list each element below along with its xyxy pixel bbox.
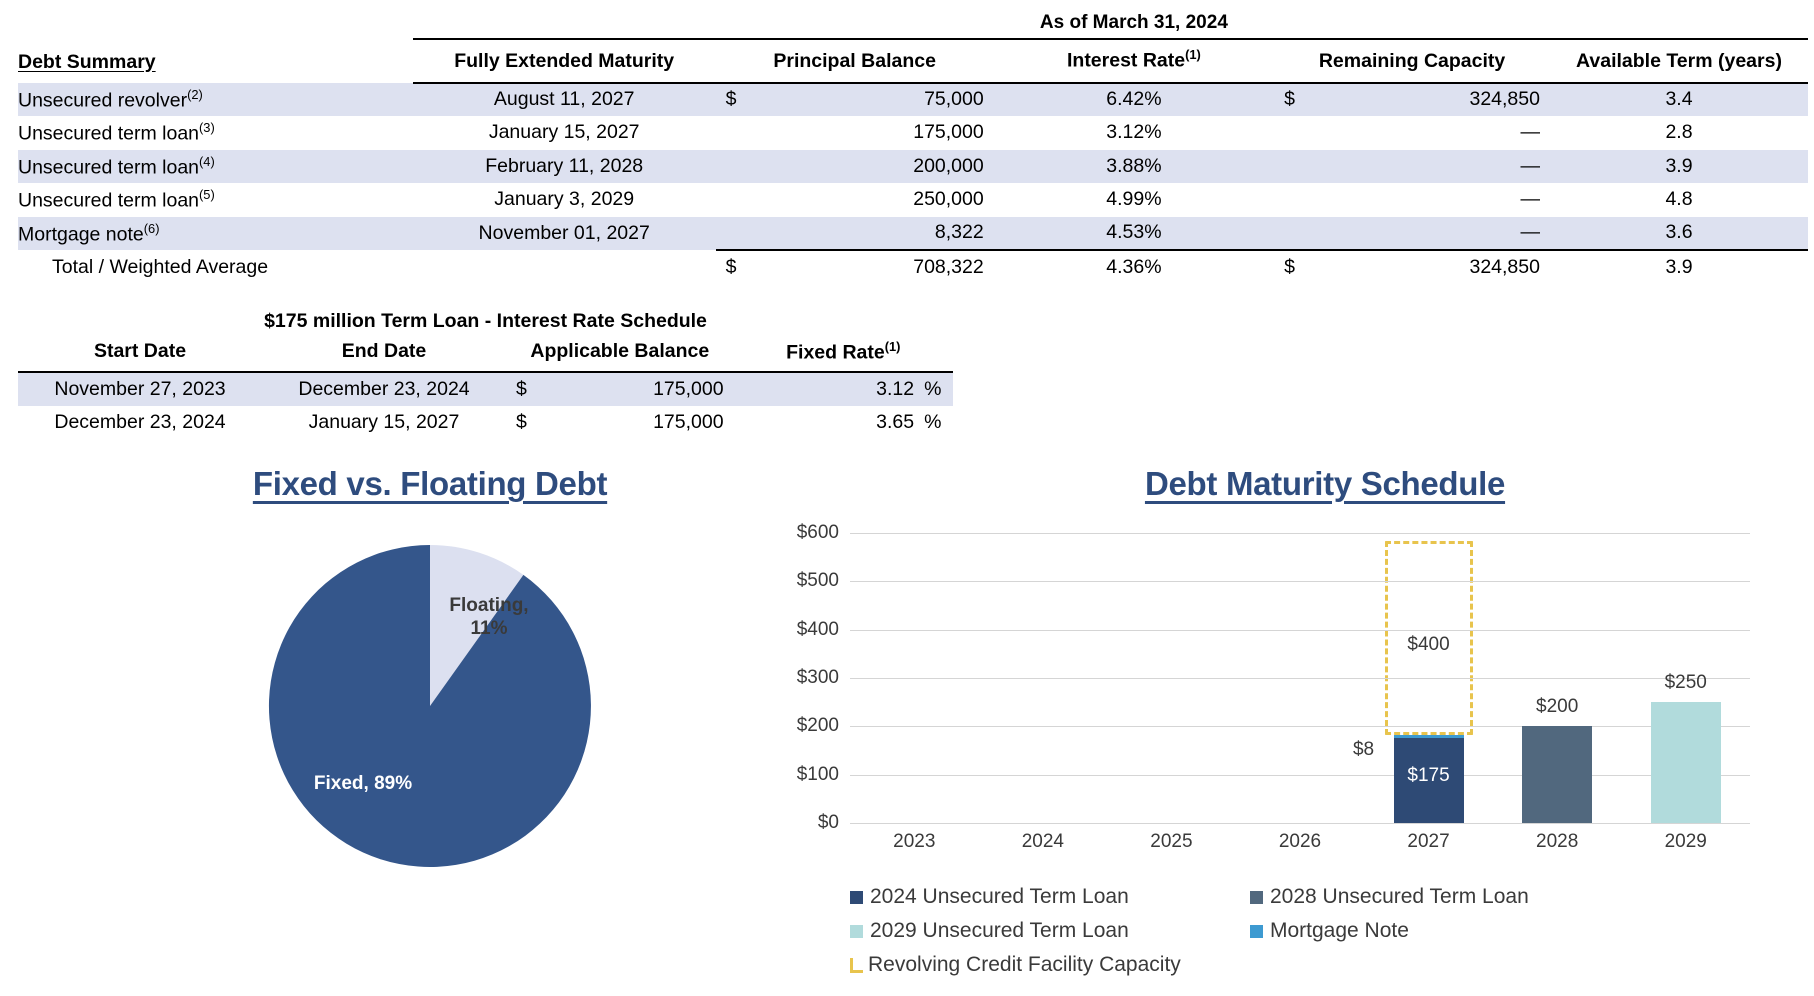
row-label: Unsecured term loan$^{(4)}$ xyxy=(18,153,215,178)
pie-graphic xyxy=(265,541,595,871)
table-row xyxy=(18,83,1808,117)
gridline xyxy=(850,581,1750,582)
pie-svg xyxy=(265,541,595,871)
pie-label-floating: Floating, 11% xyxy=(449,595,529,640)
row-capacity-currency xyxy=(1274,150,1312,184)
row-capacity: — xyxy=(1520,154,1540,177)
row-start-date: December 23, 2024 xyxy=(54,410,226,433)
pie-chart-title: Fixed vs. Floating Debt xyxy=(252,465,608,502)
row-term: 3.9 xyxy=(1665,154,1693,177)
bar-segment xyxy=(1394,735,1464,739)
total-row xyxy=(18,250,1808,283)
revolver-capacity-label: $400 xyxy=(1407,634,1450,656)
legend-label: 2028 Unsecured Term Loan xyxy=(1270,885,1529,908)
legend-swatch-icon xyxy=(1250,891,1263,904)
row-label: Unsecured term loan$^{(3)}$ xyxy=(18,120,215,145)
row-maturity: August 11, 2027 xyxy=(493,88,635,111)
x-axis-tick: 2029 xyxy=(1664,831,1707,852)
col-maturity: Fully Extended Maturity xyxy=(413,39,716,83)
chart-legend xyxy=(850,885,1750,977)
row-capacity: — xyxy=(1520,121,1540,144)
y-axis-tick: $600 xyxy=(796,522,839,543)
total-label: Total / Weighted Average xyxy=(52,255,269,278)
legend-item xyxy=(1250,919,1409,943)
col-end-date: End Date xyxy=(262,336,506,372)
row-term: 4.8 xyxy=(1665,188,1693,211)
gridline xyxy=(850,533,1750,534)
asof-row xyxy=(18,8,1808,39)
fixed-vs-floating-chart xyxy=(20,465,840,871)
row-principal: 8,322 xyxy=(934,221,984,244)
row-capacity-currency: $ xyxy=(1284,88,1295,111)
row-principal: 250,000 xyxy=(913,188,984,211)
row-capacity: — xyxy=(1520,188,1540,211)
y-axis-tick: $500 xyxy=(796,570,839,592)
total-principal: 708,322 xyxy=(754,250,994,283)
total-principal-currency: $ xyxy=(716,250,754,283)
legend-item xyxy=(1250,885,1529,909)
legend-swatch-icon xyxy=(850,925,863,938)
y-axis-tick: $200 xyxy=(796,715,839,737)
bar-data-label: $200 xyxy=(1536,696,1579,718)
row-principal-currency: $ xyxy=(725,88,737,111)
col-interest-rate: Interest Rate$^{(1)}$ xyxy=(994,39,1274,83)
row-rate: 6.42% xyxy=(1106,88,1162,111)
row-end-date: January 15, 2027 xyxy=(308,410,460,433)
debt-summary-table xyxy=(18,8,1808,283)
legend-swatch-icon xyxy=(1250,925,1263,938)
row-maturity: January 3, 2029 xyxy=(494,188,635,211)
row-maturity: November 01, 2027 xyxy=(478,221,650,244)
table-row xyxy=(18,406,953,439)
col-applicable-balance: Applicable Balance xyxy=(506,336,734,372)
bar-segment xyxy=(1651,702,1721,823)
legend-label: 2024 Unsecured Term Loan xyxy=(870,885,1129,908)
col-principal: Principal Balance xyxy=(716,39,994,83)
x-axis-tick: 2023 xyxy=(893,831,936,852)
schedule-header-row xyxy=(18,336,953,372)
as-of-date: As of March 31, 2024 xyxy=(1039,12,1228,33)
pie-label-fixed: Fixed, 89% xyxy=(313,773,413,794)
row-label: Mortgage note$^{(6)}$ xyxy=(18,220,160,245)
legend-item xyxy=(850,919,1250,943)
x-axis-tick: 2027 xyxy=(1407,831,1450,852)
row-term: 3.4 xyxy=(1665,88,1693,111)
legend-row xyxy=(850,919,1750,943)
x-axis-tick: 2028 xyxy=(1536,831,1579,852)
legend-item xyxy=(850,885,1250,909)
gridline xyxy=(850,678,1750,679)
x-axis-labels xyxy=(850,831,1750,861)
row-principal-currency xyxy=(716,183,754,217)
table-row xyxy=(18,372,953,406)
bar-2029 xyxy=(1651,702,1721,823)
y-axis-tick: $400 xyxy=(796,618,839,640)
legend-dashed-corner-icon xyxy=(850,958,863,973)
legend-item xyxy=(850,953,1250,977)
row-term: 3.6 xyxy=(1665,221,1693,244)
bar-data-label: $8 xyxy=(1352,738,1375,760)
row-balance: 175,000 xyxy=(653,410,724,433)
total-capacity: 324,850 xyxy=(1312,250,1550,283)
row-term: 2.8 xyxy=(1665,121,1693,144)
row-rate: 4.53% xyxy=(1106,221,1162,244)
y-axis-tick: $0 xyxy=(817,812,839,833)
legend-label: Mortgage Note xyxy=(1270,919,1409,942)
row-rate: 3.12% xyxy=(1106,121,1162,144)
x-axis-tick: 2026 xyxy=(1278,831,1322,852)
row-fixed-rate: 3.12 xyxy=(876,377,915,400)
legend-label: Revolving Credit Facility Capacity xyxy=(868,953,1181,976)
row-balance-currency: $ xyxy=(516,410,527,433)
col-debt-summary: Debt Summary xyxy=(18,50,156,73)
legend-row xyxy=(850,953,1750,977)
row-fixed-rate: 3.65 xyxy=(876,410,915,433)
bar-segment xyxy=(1522,726,1592,823)
row-principal-currency xyxy=(716,217,754,251)
gridline xyxy=(850,775,1750,776)
legend-swatch-icon xyxy=(850,891,863,904)
table-row xyxy=(18,116,1808,150)
total-rate: 4.36% xyxy=(994,250,1274,283)
bar-plot-area xyxy=(796,522,1750,833)
term-loan-schedule-table xyxy=(18,310,953,439)
bar-data-label: $175 xyxy=(1407,764,1450,786)
col-available-term: Available Term (years) xyxy=(1550,39,1808,83)
row-capacity: — xyxy=(1520,221,1540,244)
row-principal-currency xyxy=(716,116,754,150)
y-axis-tick: $100 xyxy=(796,763,839,785)
x-axis-tick: 2025 xyxy=(1150,831,1193,852)
row-percent-sign: % xyxy=(924,410,942,433)
col-start-date: Start Date xyxy=(18,336,262,372)
col-fixed-rate: Fixed Rate$^{(1)}$ xyxy=(734,336,953,372)
bar-2028 xyxy=(1522,726,1592,823)
row-capacity-currency xyxy=(1274,217,1312,251)
col-remaining-capacity: Remaining Capacity xyxy=(1274,39,1550,83)
row-principal: 175,000 xyxy=(913,121,984,144)
gridline xyxy=(850,823,1750,824)
row-balance-currency: $ xyxy=(516,377,527,400)
row-rate: 3.88% xyxy=(1106,154,1162,177)
row-principal-currency xyxy=(716,150,754,184)
row-rate: 4.99% xyxy=(1106,188,1162,211)
row-percent-sign: % xyxy=(924,377,942,400)
gridline xyxy=(850,630,1750,631)
y-axis-tick: $300 xyxy=(796,667,839,688)
row-label: Unsecured revolver$^{(2)}$ xyxy=(18,86,203,111)
schedule-caption: $175 million Term Loan - Interest Rate Schedule xyxy=(264,310,707,332)
row-principal: 75,000 xyxy=(924,88,984,111)
bar-data-label: $250 xyxy=(1664,672,1707,694)
gridline xyxy=(850,726,1750,727)
x-axis-tick: 2024 xyxy=(1021,831,1064,852)
legend-label: 2029 Unsecured Term Loan xyxy=(870,919,1129,942)
row-maturity: January 15, 2027 xyxy=(488,121,640,144)
row-balance: 175,000 xyxy=(653,377,724,400)
row-start-date: November 27, 2023 xyxy=(54,377,226,400)
row-maturity: February 11, 2028 xyxy=(485,154,644,177)
table-row xyxy=(18,183,1808,217)
row-principal: 200,000 xyxy=(913,154,984,177)
table-row xyxy=(18,217,1808,251)
debt-maturity-chart xyxy=(796,465,1800,987)
total-maturity xyxy=(413,250,716,283)
total-capacity-currency: $ xyxy=(1274,250,1312,283)
bar-chart-title: Debt Maturity Schedule xyxy=(1144,465,1506,502)
row-end-date: December 23, 2024 xyxy=(298,377,470,400)
legend-row xyxy=(850,885,1750,909)
row-capacity-currency xyxy=(1274,183,1312,217)
total-term: 3.9 xyxy=(1550,250,1808,283)
table-row xyxy=(18,150,1808,184)
row-capacity-currency xyxy=(1274,116,1312,150)
row-capacity: 324,850 xyxy=(1469,88,1540,111)
debt-summary-header-row xyxy=(18,39,1808,83)
row-label: Unsecured term loan$^{(5)}$ xyxy=(18,187,215,212)
